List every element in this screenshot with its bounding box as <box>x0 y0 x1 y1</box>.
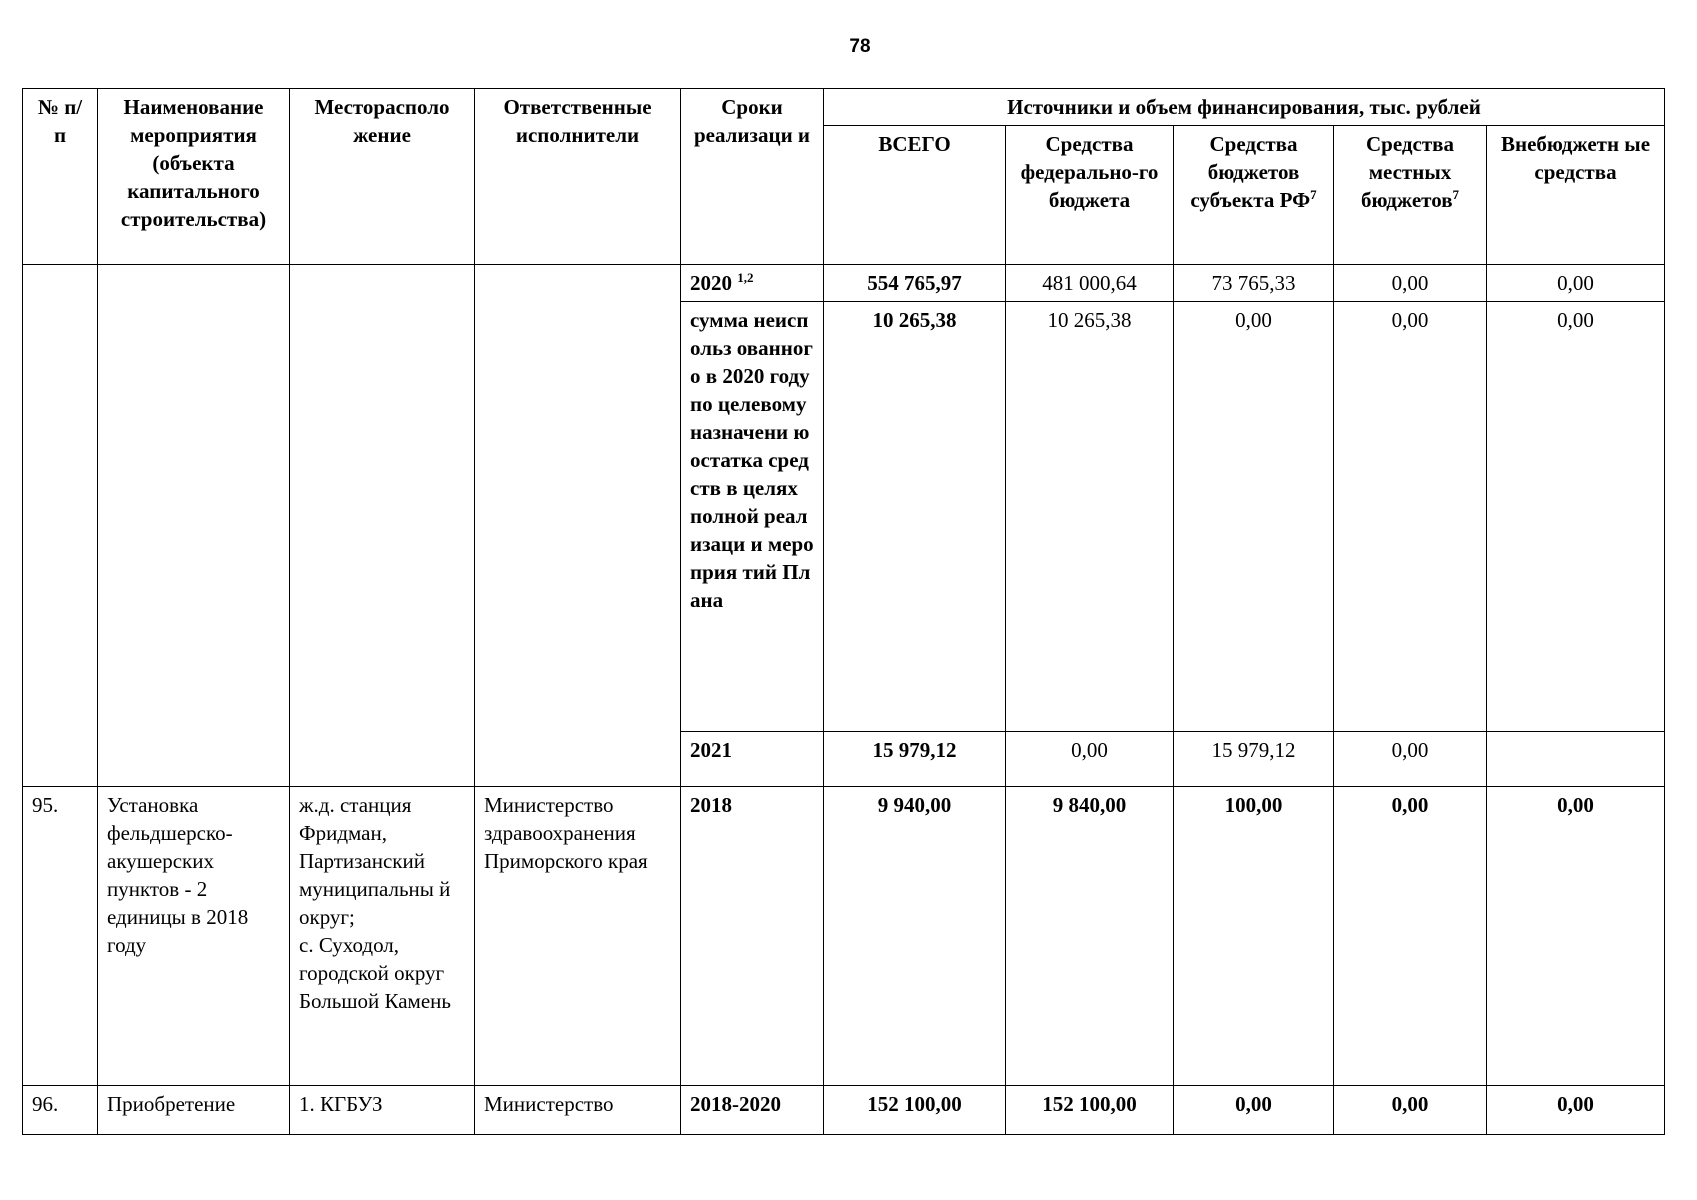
header-local <box>1334 126 1487 265</box>
cell-local: 0,00 <box>1334 265 1487 302</box>
table-row <box>23 787 1665 1086</box>
footnote-marker: 7 <box>1452 187 1460 202</box>
table-row <box>23 1086 1665 1135</box>
cell-responsible <box>475 265 681 787</box>
header-regional-label: Средства бюджетов субъекта РФ <box>1190 132 1311 212</box>
header-funding-group: Источники и объем финансирования, тыс. рублей <box>824 89 1665 126</box>
period-label: 2020 <box>690 271 732 295</box>
cell-location <box>290 265 475 787</box>
cell-location: 1. КГБУЗ <box>290 1086 475 1135</box>
cell-offbudget: 0,00 <box>1487 265 1665 302</box>
cell-total: 9 940,00 <box>824 787 1006 1086</box>
cell-period <box>681 265 824 302</box>
header-total: ВСЕГО <box>824 126 1006 265</box>
cell-total: 554 765,97 <box>824 265 1006 302</box>
location-line: с. Суходол, городской округ Большой Камень <box>299 933 451 1013</box>
cell-total: 15 979,12 <box>824 732 1006 787</box>
header-row-top <box>23 89 1665 126</box>
cell-federal: 152 100,00 <box>1006 1086 1174 1135</box>
cell-name: Приобретение <box>98 1086 290 1135</box>
cell-period: сумма неиспольз ованного в 2020 году по целевому назначени ю остатка средств в целях полной реализаци и мероприя тий Плана <box>681 302 824 732</box>
cell-offbudget: 0,00 <box>1487 302 1665 732</box>
cell-name <box>98 265 290 787</box>
footnote-marker: 7 <box>1310 187 1317 202</box>
header-federal: Средства федерально-го бюджета <box>1006 126 1174 265</box>
cell-regional: 15 979,12 <box>1174 732 1334 787</box>
header-num: № п/п <box>23 89 98 265</box>
cell-local: 0,00 <box>1334 732 1487 787</box>
cell-responsible: Министерство <box>475 1086 681 1135</box>
cell-period: 2018-2020 <box>681 1086 824 1135</box>
header-location: Месторасполо жение <box>290 89 475 265</box>
location-line: ж.д. станция Фридман, Партизанский муниципальны й округ; <box>299 793 451 929</box>
header-offbudget: Внебюджетн ые средства <box>1487 126 1665 265</box>
table-row <box>23 265 1665 302</box>
header-local-label: Средства местных бюджетов <box>1360 132 1454 212</box>
footnote-marker: 1,2 <box>737 270 754 285</box>
cell-total: 10 265,38 <box>824 302 1006 732</box>
cell-num: 95. <box>23 787 98 1086</box>
cell-name: Установка фельдшерско-акушерских пунктов - 2 единицы в 2018 году <box>98 787 290 1086</box>
header-regional <box>1174 126 1334 265</box>
financing-table <box>22 88 1665 1135</box>
header-responsible: Ответственные исполнители <box>475 89 681 265</box>
cell-local: 0,00 <box>1334 1086 1487 1135</box>
cell-federal: 9 840,00 <box>1006 787 1174 1086</box>
page-number: 78 <box>849 36 871 57</box>
cell-offbudget <box>1487 732 1665 787</box>
header-name: Наименование мероприятия (объекта капитального строительства) <box>98 89 290 265</box>
header-period: Сроки реализаци и <box>681 89 824 265</box>
cell-regional: 100,00 <box>1174 787 1334 1086</box>
cell-federal: 10 265,38 <box>1006 302 1174 732</box>
cell-offbudget: 0,00 <box>1487 1086 1665 1135</box>
cell-federal: 481 000,64 <box>1006 265 1174 302</box>
cell-federal: 0,00 <box>1006 732 1174 787</box>
cell-local: 0,00 <box>1334 787 1487 1086</box>
cell-local: 0,00 <box>1334 302 1487 732</box>
cell-regional: 73 765,33 <box>1174 265 1334 302</box>
cell-num: 96. <box>23 1086 98 1135</box>
cell-responsible: Министерство здравоохранения Приморского края <box>475 787 681 1086</box>
cell-regional: 0,00 <box>1174 1086 1334 1135</box>
cell-period: 2018 <box>681 787 824 1086</box>
cell-total: 152 100,00 <box>824 1086 1006 1135</box>
cell-period: 2021 <box>681 732 824 787</box>
cell-offbudget: 0,00 <box>1487 787 1665 1086</box>
cell-location <box>290 787 475 1086</box>
cell-regional: 0,00 <box>1174 302 1334 732</box>
cell-num <box>23 265 98 787</box>
